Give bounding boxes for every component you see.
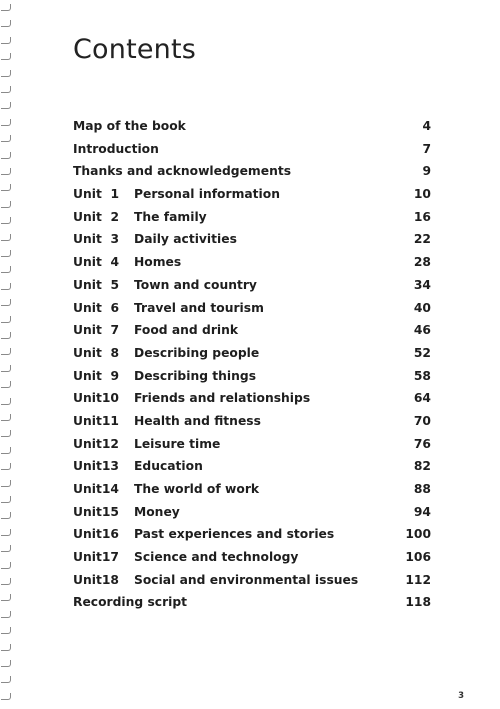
toc-entry-label: Introduction xyxy=(73,141,159,156)
unit-number: 14 xyxy=(101,482,119,496)
unit-number: 1 xyxy=(110,187,119,202)
unit-word: Unit xyxy=(73,345,102,360)
page-title: Contents xyxy=(73,34,197,65)
toc-entry-label: Thanks and acknowledgements xyxy=(73,164,292,179)
toc-entry-label: Recording script xyxy=(73,595,188,610)
toc-unit-row[interactable] xyxy=(73,228,431,251)
binding-ring xyxy=(1,676,11,683)
binding-ring xyxy=(1,119,11,126)
toc-entry-page: 70 xyxy=(413,413,431,428)
unit-number: 18 xyxy=(101,572,119,587)
toc-entry-page: 22 xyxy=(413,232,431,247)
unit-title: Travel and tourism xyxy=(134,300,264,315)
unit-title: Town and country xyxy=(134,277,257,292)
binding-ring xyxy=(1,644,11,651)
unit-title: Describing things xyxy=(134,368,257,383)
toc-unit-row[interactable] xyxy=(73,478,431,501)
binding-ring xyxy=(1,135,11,142)
binding-ring xyxy=(1,660,11,667)
toc-unit-row[interactable] xyxy=(73,569,431,592)
toc-entry-page: 10 xyxy=(413,187,431,202)
binding-ring xyxy=(1,594,11,601)
toc-entry-page: 76 xyxy=(413,436,431,451)
toc-entry-page: 40 xyxy=(413,300,431,315)
unit-title: Food and drink xyxy=(134,323,239,338)
toc-unit-row[interactable] xyxy=(73,433,431,456)
binding-ring xyxy=(1,102,11,109)
binding-ring xyxy=(1,496,11,503)
binding-ring xyxy=(1,316,11,323)
binding-ring xyxy=(1,217,11,224)
unit-title: Personal information xyxy=(134,187,280,202)
unit-title: The world of work xyxy=(134,482,260,496)
toc-unit-row[interactable] xyxy=(73,523,431,546)
binding-ring xyxy=(1,545,11,552)
unit-title: Past experiences and stories xyxy=(134,527,335,542)
toc-unit-row[interactable] xyxy=(73,342,431,365)
unit-word: Unit xyxy=(73,436,102,451)
binding-ring xyxy=(1,463,11,470)
unit-number: 15 xyxy=(101,504,119,519)
toc-unit-row[interactable] xyxy=(73,251,431,274)
binding-ring xyxy=(1,70,11,77)
unit-number: 9 xyxy=(110,368,119,383)
binding-ring xyxy=(1,414,11,421)
binding-ring xyxy=(1,20,11,27)
page-number: 3 xyxy=(458,691,464,701)
binding-ring xyxy=(1,283,11,290)
toc-entry-page: 118 xyxy=(405,595,431,610)
binding-ring xyxy=(1,398,11,405)
binding-ring xyxy=(1,512,11,519)
toc-entry-page: 28 xyxy=(413,255,431,270)
unit-title: Friends and relationships xyxy=(134,391,311,406)
toc-entry-page: 46 xyxy=(413,323,431,338)
toc-entry-recording-script[interactable] xyxy=(73,591,431,614)
spiral-binding xyxy=(0,0,12,709)
toc-entry-page: 106 xyxy=(405,550,431,565)
binding-ring xyxy=(1,234,11,241)
binding-ring xyxy=(1,578,11,585)
toc-unit-row[interactable] xyxy=(73,501,431,524)
unit-number: 11 xyxy=(101,413,119,428)
unit-title: Education xyxy=(134,459,203,474)
binding-ring xyxy=(1,4,11,11)
toc-entry-page: 7 xyxy=(422,141,431,156)
toc-entry-page: 94 xyxy=(413,504,431,519)
toc-entry-page: 16 xyxy=(413,209,431,224)
toc-entry-page: 52 xyxy=(413,345,431,360)
unit-word: Unit xyxy=(73,550,102,565)
unit-word: Unit xyxy=(73,413,102,428)
toc-unit-row[interactable] xyxy=(73,319,431,342)
unit-number: 8 xyxy=(110,345,119,360)
toc-unit-row[interactable] xyxy=(73,183,431,206)
toc-entry-thanks[interactable] xyxy=(73,160,431,183)
unit-word: Unit xyxy=(73,504,102,519)
unit-word: Unit xyxy=(73,255,102,270)
unit-title: Daily activities xyxy=(134,232,237,247)
unit-word: Unit xyxy=(73,277,102,292)
binding-ring xyxy=(1,365,11,372)
binding-ring xyxy=(1,53,11,60)
unit-word: Unit xyxy=(73,232,102,247)
binding-ring xyxy=(1,381,11,388)
table-of-contents xyxy=(73,115,431,614)
toc-entry-page: 82 xyxy=(413,459,431,474)
unit-number: 6 xyxy=(110,300,119,315)
unit-number: 7 xyxy=(110,323,119,338)
binding-ring xyxy=(1,529,11,536)
unit-number: 2 xyxy=(110,209,119,224)
binding-ring xyxy=(1,184,11,191)
unit-title: Homes xyxy=(134,255,182,270)
binding-ring xyxy=(1,332,11,339)
unit-number: 4 xyxy=(110,255,119,270)
binding-ring xyxy=(1,430,11,437)
unit-title: The family xyxy=(134,209,207,224)
unit-number: 13 xyxy=(101,459,119,474)
binding-ring xyxy=(1,480,11,487)
unit-title: Social and environmental issues xyxy=(134,572,359,587)
unit-title: Money xyxy=(134,504,180,519)
unit-number: 3 xyxy=(110,232,119,247)
binding-ring xyxy=(1,348,11,355)
toc-entry-page: 58 xyxy=(413,368,431,383)
unit-word: Unit xyxy=(73,368,102,383)
unit-word: Unit xyxy=(73,209,102,224)
unit-title: Health and fitness xyxy=(134,413,261,428)
toc-unit-row[interactable] xyxy=(73,206,431,229)
unit-title: Describing people xyxy=(134,345,260,360)
binding-ring xyxy=(1,611,11,618)
toc-unit-row[interactable] xyxy=(73,365,431,388)
toc-entry-page: 4 xyxy=(422,119,431,133)
unit-word: Unit xyxy=(73,391,102,406)
unit-number: 16 xyxy=(101,527,119,542)
toc-unit-row[interactable] xyxy=(73,410,431,433)
unit-word: Unit xyxy=(73,459,102,474)
unit-number: 12 xyxy=(101,436,119,451)
toc-entry-page: 112 xyxy=(405,572,431,587)
binding-ring xyxy=(1,627,11,634)
binding-ring xyxy=(1,201,11,208)
unit-word: Unit xyxy=(73,482,102,496)
toc-unit-row[interactable] xyxy=(73,274,431,297)
binding-ring xyxy=(1,152,11,159)
toc-entry-page: 100 xyxy=(405,527,431,542)
toc-unit-row[interactable] xyxy=(73,387,431,410)
binding-ring xyxy=(1,447,11,454)
binding-ring xyxy=(1,562,11,569)
toc-unit-row[interactable] xyxy=(73,297,431,320)
binding-ring xyxy=(1,693,11,700)
toc-entry-page: 34 xyxy=(413,277,431,292)
binding-ring xyxy=(1,250,11,257)
toc-entry-introduction[interactable] xyxy=(73,138,431,161)
binding-ring xyxy=(1,37,11,44)
toc-entry-page: 9 xyxy=(422,164,431,179)
toc-entry-page: 88 xyxy=(413,482,431,496)
unit-number: 10 xyxy=(101,391,119,406)
toc-entry-map[interactable] xyxy=(73,115,431,138)
toc-entry-label: Map of the book xyxy=(73,119,186,133)
binding-ring xyxy=(1,168,11,175)
unit-title: Science and technology xyxy=(134,550,299,565)
toc-entry-page: 64 xyxy=(413,391,431,406)
unit-word: Unit xyxy=(73,572,102,587)
toc-unit-row[interactable] xyxy=(73,455,431,478)
toc-unit-row[interactable] xyxy=(73,546,431,569)
binding-ring xyxy=(1,266,11,273)
unit-word: Unit xyxy=(73,527,102,542)
binding-ring xyxy=(1,299,11,306)
unit-title: Leisure time xyxy=(134,436,221,451)
unit-number: 17 xyxy=(101,550,119,565)
unit-number: 5 xyxy=(110,277,119,292)
unit-word: Unit xyxy=(73,300,102,315)
unit-word: Unit xyxy=(73,323,102,338)
binding-ring xyxy=(1,86,11,93)
unit-word: Unit xyxy=(73,187,102,202)
